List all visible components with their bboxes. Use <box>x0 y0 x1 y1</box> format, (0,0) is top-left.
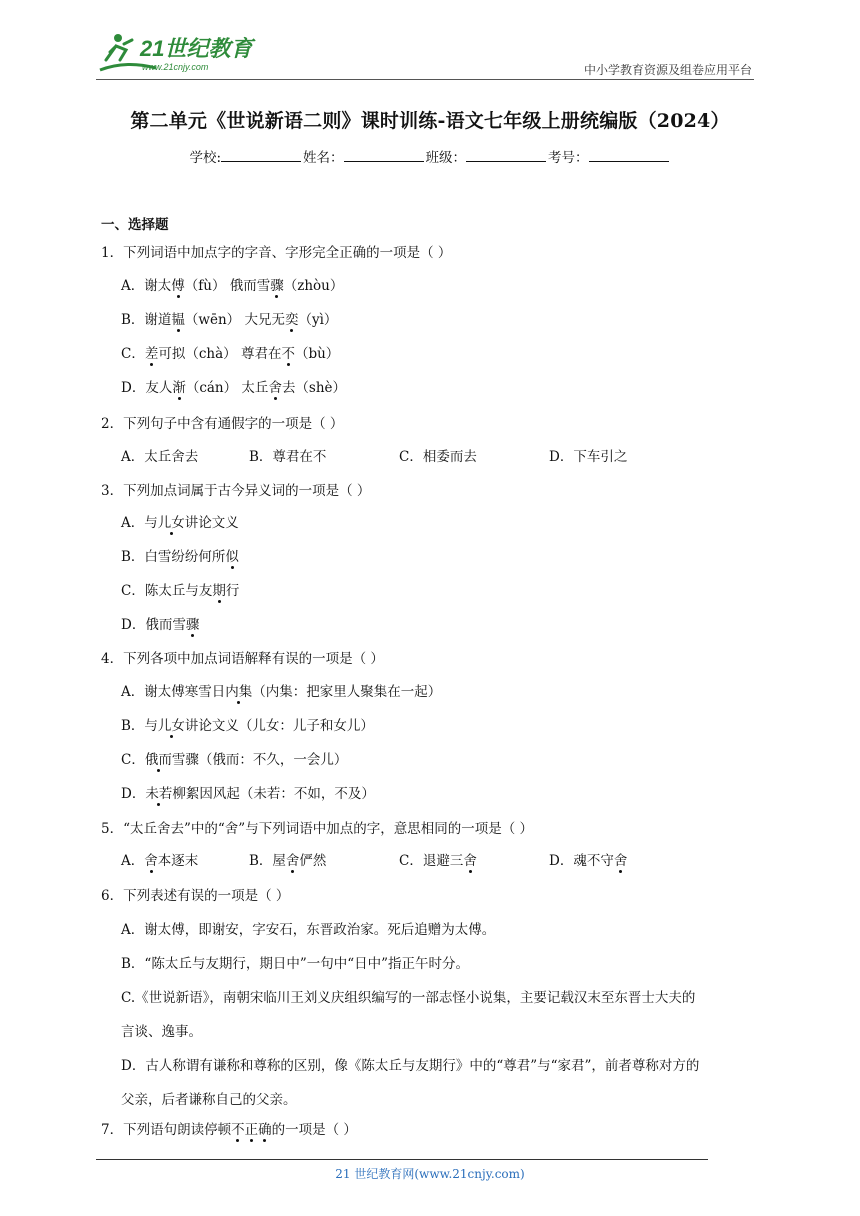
question-3-option-c: C．陈太丘与友期行 <box>121 579 239 599</box>
class-blank[interactable] <box>466 149 546 162</box>
number-blank[interactable] <box>589 149 669 162</box>
question-2-option-d: D．下车引之 <box>549 449 628 465</box>
logo-text: 21世纪教育 <box>140 36 253 61</box>
question-4-option-a: A．谢太傅寒雪日内集（内集：把家里人聚集在一起） <box>121 680 441 700</box>
school-blank[interactable] <box>221 149 301 162</box>
question-5-option-c: C．退避三舍 <box>399 849 477 869</box>
footer-divider <box>96 1159 708 1160</box>
question-7-stem: 7．下列语句朗读停顿不正确的一项是（ ） <box>101 1118 357 1138</box>
emphasis-not-correct: 不正确 <box>231 1122 272 1138</box>
question-4-stem: 4．下列各项中加点词语解释有误的一项是（ ） <box>101 651 384 667</box>
class-label: 班级： <box>425 150 467 166</box>
question-6-option-c-line1: C.《世说新语》，南朝宋临川王刘义庆组织编写的一部志怪小说集，主要记载汉末至东晋士大夫的 <box>121 990 696 1006</box>
question-5-option-d: D．魂不守舍 <box>549 849 627 869</box>
question-6-option-c-line2: 言谈、逸事。 <box>121 1024 202 1040</box>
name-label: 姓名： <box>303 150 344 166</box>
question-3-option-a: A．与儿女讲论文义 <box>121 511 239 531</box>
question-2-option-c: C．相委而去 <box>399 449 477 465</box>
question-1-option-d: D．友人渐（cán） 太丘舍去（shè） <box>121 376 346 396</box>
question-6-option-a: A．谢太傅，即谢安，字安石，东晋政治家。死后追赠为太傅。 <box>121 922 496 938</box>
question-3-option-d: D．俄而雪骤 <box>121 613 199 633</box>
name-blank[interactable] <box>344 149 424 162</box>
header-platform-text: 中小学教育资源及组卷应用平台 <box>583 63 752 77</box>
question-2-option-b: B．尊君在不 <box>249 449 327 465</box>
number-label: 考号： <box>548 150 589 166</box>
question-4-option-b: B．与儿女讲论文义（儿女：儿子和女儿） <box>121 714 374 734</box>
question-3-option-b: B．白雪纷纷何所似 <box>121 545 239 565</box>
student-info-line <box>0 146 860 166</box>
question-4-option-d: D．未若柳絮因风起（未若：不如，不及） <box>121 782 375 802</box>
question-6-option-d-line1: D．古人称谓有谦称和尊称的区别，像《陈太丘与友期行》中的“尊君”与“家君”，前者尊称对方的 <box>121 1058 700 1074</box>
page-title: 第二单元《世说新语二则》课时训练-语文七年级上册统编版（2024） <box>130 110 730 132</box>
question-1-option-b: B．谢道韫（wēn） 大兄无奕（yì） <box>121 308 337 328</box>
question-3-stem: 3．下列加点词属于古今异义词的一项是（ ） <box>101 483 371 499</box>
site-logo <box>96 30 266 76</box>
question-2-option-a: A．太丘舍去 <box>121 449 199 465</box>
logo-url: www.21cnjy.com <box>142 62 209 72</box>
question-6-option-d-line2: 父亲，后者谦称自己的父亲。 <box>121 1092 297 1108</box>
question-6-stem: 6．下列表述有误的一项是（ ） <box>101 888 290 904</box>
question-2-stem: 2．下列句子中含有通假字的一项是（ ） <box>101 416 344 432</box>
question-6-option-b: B．“陈太丘与友期行，期日中”一句中“日中”指正午时分。 <box>121 956 470 972</box>
question-1-option-c: C．差可拟（chà） 尊君在不（bù） <box>121 342 339 362</box>
question-5-stem: 5．“太丘舍去”中的“舍”与下列词语中加点的字，意思相同的一项是（ ） <box>101 821 533 837</box>
question-5-option-a: A．舍本逐末 <box>121 849 198 869</box>
question-1-option-a: A．谢太傅（fù） 俄而雪骤（zhòu） <box>121 274 343 294</box>
school-label: 学校: <box>189 150 222 166</box>
question-1-stem: 1．下列词语中加点字的字音、字形完全正确的一项是（ ） <box>101 245 452 261</box>
question-5-option-b: B．屋舍俨然 <box>249 849 326 869</box>
header-divider <box>96 79 754 80</box>
question-4-option-c: C．俄而雪骤（俄而：不久，一会儿） <box>121 748 347 768</box>
section-heading: 一、选择题 <box>101 217 169 233</box>
footer-link[interactable]: 21 世纪教育网(www.21cnjy.com) <box>335 1167 525 1181</box>
